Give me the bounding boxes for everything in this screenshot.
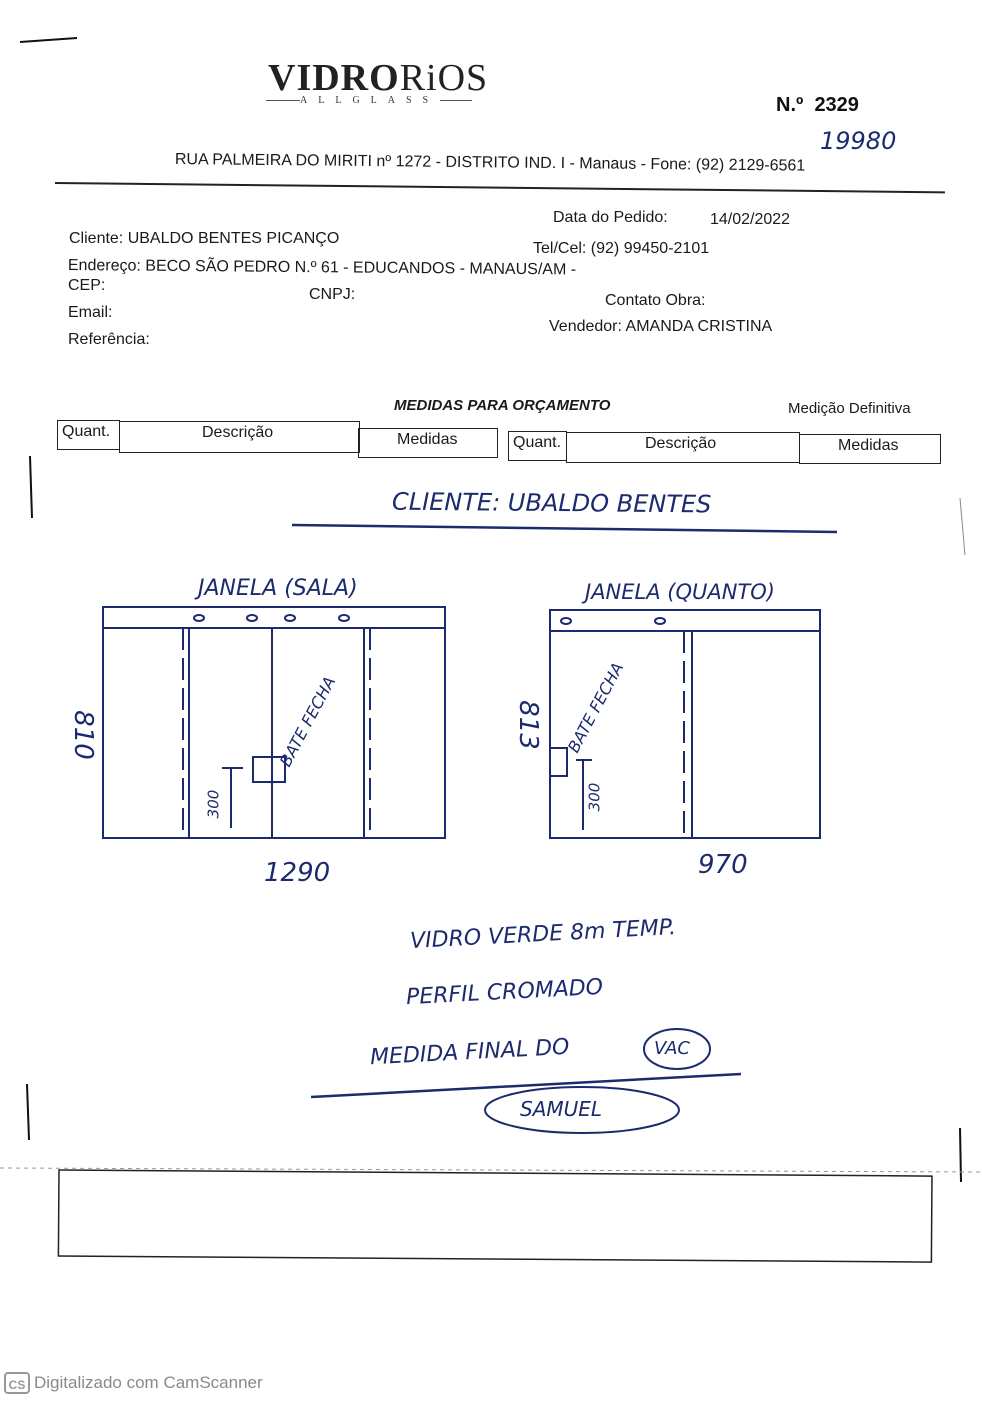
client-underline [292, 525, 837, 532]
top-left-mark [20, 38, 77, 42]
cnpj-label: CNPJ: [309, 286, 356, 303]
window2-width: 970 [698, 850, 748, 880]
column-header-quant-2: Quant. [508, 431, 567, 461]
window1-note: BATE FECHA [275, 673, 340, 770]
handwritten-number: 19980 [820, 127, 897, 155]
window1-hole-4 [339, 615, 349, 621]
window1-frame [103, 607, 445, 838]
window1-drawing [103, 607, 445, 838]
window2-lock [550, 748, 567, 776]
left-margin-mark-1 [30, 456, 32, 518]
date-label: Data do Pedido: [553, 209, 668, 226]
client-phone: Tel/Cel: (92) 99450-2101 [533, 240, 710, 257]
company-address: RUA PALMEIRA DO MIRITI nº 1272 - DISTRITO IND. I - Manaus - Fone: (92) 2129-6561 [174, 151, 806, 175]
window2-hole-1 [561, 618, 571, 624]
column-header-medidas-1: Medidas [358, 428, 498, 458]
reference-label: Referência: [68, 331, 150, 348]
window1-title: JANELA (SALA) [198, 576, 358, 601]
window1-hole-2 [247, 615, 257, 621]
client-name: Cliente: UBALDO BENTES PICANÇO [69, 230, 340, 247]
column-header-medidas-2: Medidas [799, 434, 941, 464]
section-subtitle: Medição Definitiva [788, 400, 911, 417]
window2-title: JANELA (QUANTO) [585, 580, 775, 604]
section-title: MEDIDAS PARA ORÇAMENTO [394, 397, 611, 414]
email-label: Email: [68, 304, 113, 321]
note-glass-type: VIDRO VERDE 8m TEMP. [409, 915, 677, 954]
window1-small-measure: 300 [204, 789, 223, 819]
column-header-descricao-2: Descrição [566, 432, 800, 463]
scanner-footer [4, 1372, 263, 1394]
window2-hole-2 [655, 618, 665, 624]
window1-hole-3 [285, 615, 295, 621]
logo-rios-text: RiOS [399, 57, 489, 99]
note-profile: PERFIL CROMADO [405, 974, 604, 1011]
order-number-value: 2329 [814, 94, 859, 116]
bottom-empty-box [58, 1170, 932, 1262]
client-address: Endereço: BECO SÃO PEDRO N.º 61 - EDUCANDOS - MANAUS/AM - [67, 257, 577, 279]
right-faint-mark [960, 498, 965, 555]
signature-name: SAMUEL [520, 1097, 603, 1121]
window2-note: BATE FECHA [563, 659, 628, 756]
logo-subtitle: ALLGLASS [300, 95, 440, 106]
window2-small-measure: 300 [585, 782, 604, 812]
footer-text: Digitalizado com CamScanner [34, 1373, 263, 1392]
logo-main-text: VIDRO [268, 57, 400, 99]
window1-width: 1290 [264, 858, 331, 888]
contact-label: Contato Obra: [605, 292, 706, 309]
date-value: 14/02/2022 [710, 211, 791, 228]
camscanner-icon: CS [4, 1372, 30, 1394]
right-margin-mark [960, 1128, 961, 1182]
notes-underline [311, 1074, 741, 1097]
window1-hole-1 [194, 615, 204, 621]
cep-label: CEP: [68, 277, 106, 294]
order-number-label: N.º [776, 94, 804, 116]
column-header-descricao-1: Descrição [119, 421, 360, 453]
window2-height: 813 [512, 700, 543, 750]
note-final-measure: MEDIDA FINAL DO [369, 1034, 570, 1071]
window1-height: 810 [67, 710, 98, 760]
seller-name: Vendedor: AMANDA CRISTINA [549, 318, 773, 335]
column-header-quant-1: Quant. [57, 420, 120, 450]
handwritten-client: CLIENTE: UBALDO BENTES [391, 487, 712, 519]
note-vac: VAC [654, 1038, 690, 1059]
left-margin-mark-2 [27, 1084, 29, 1140]
